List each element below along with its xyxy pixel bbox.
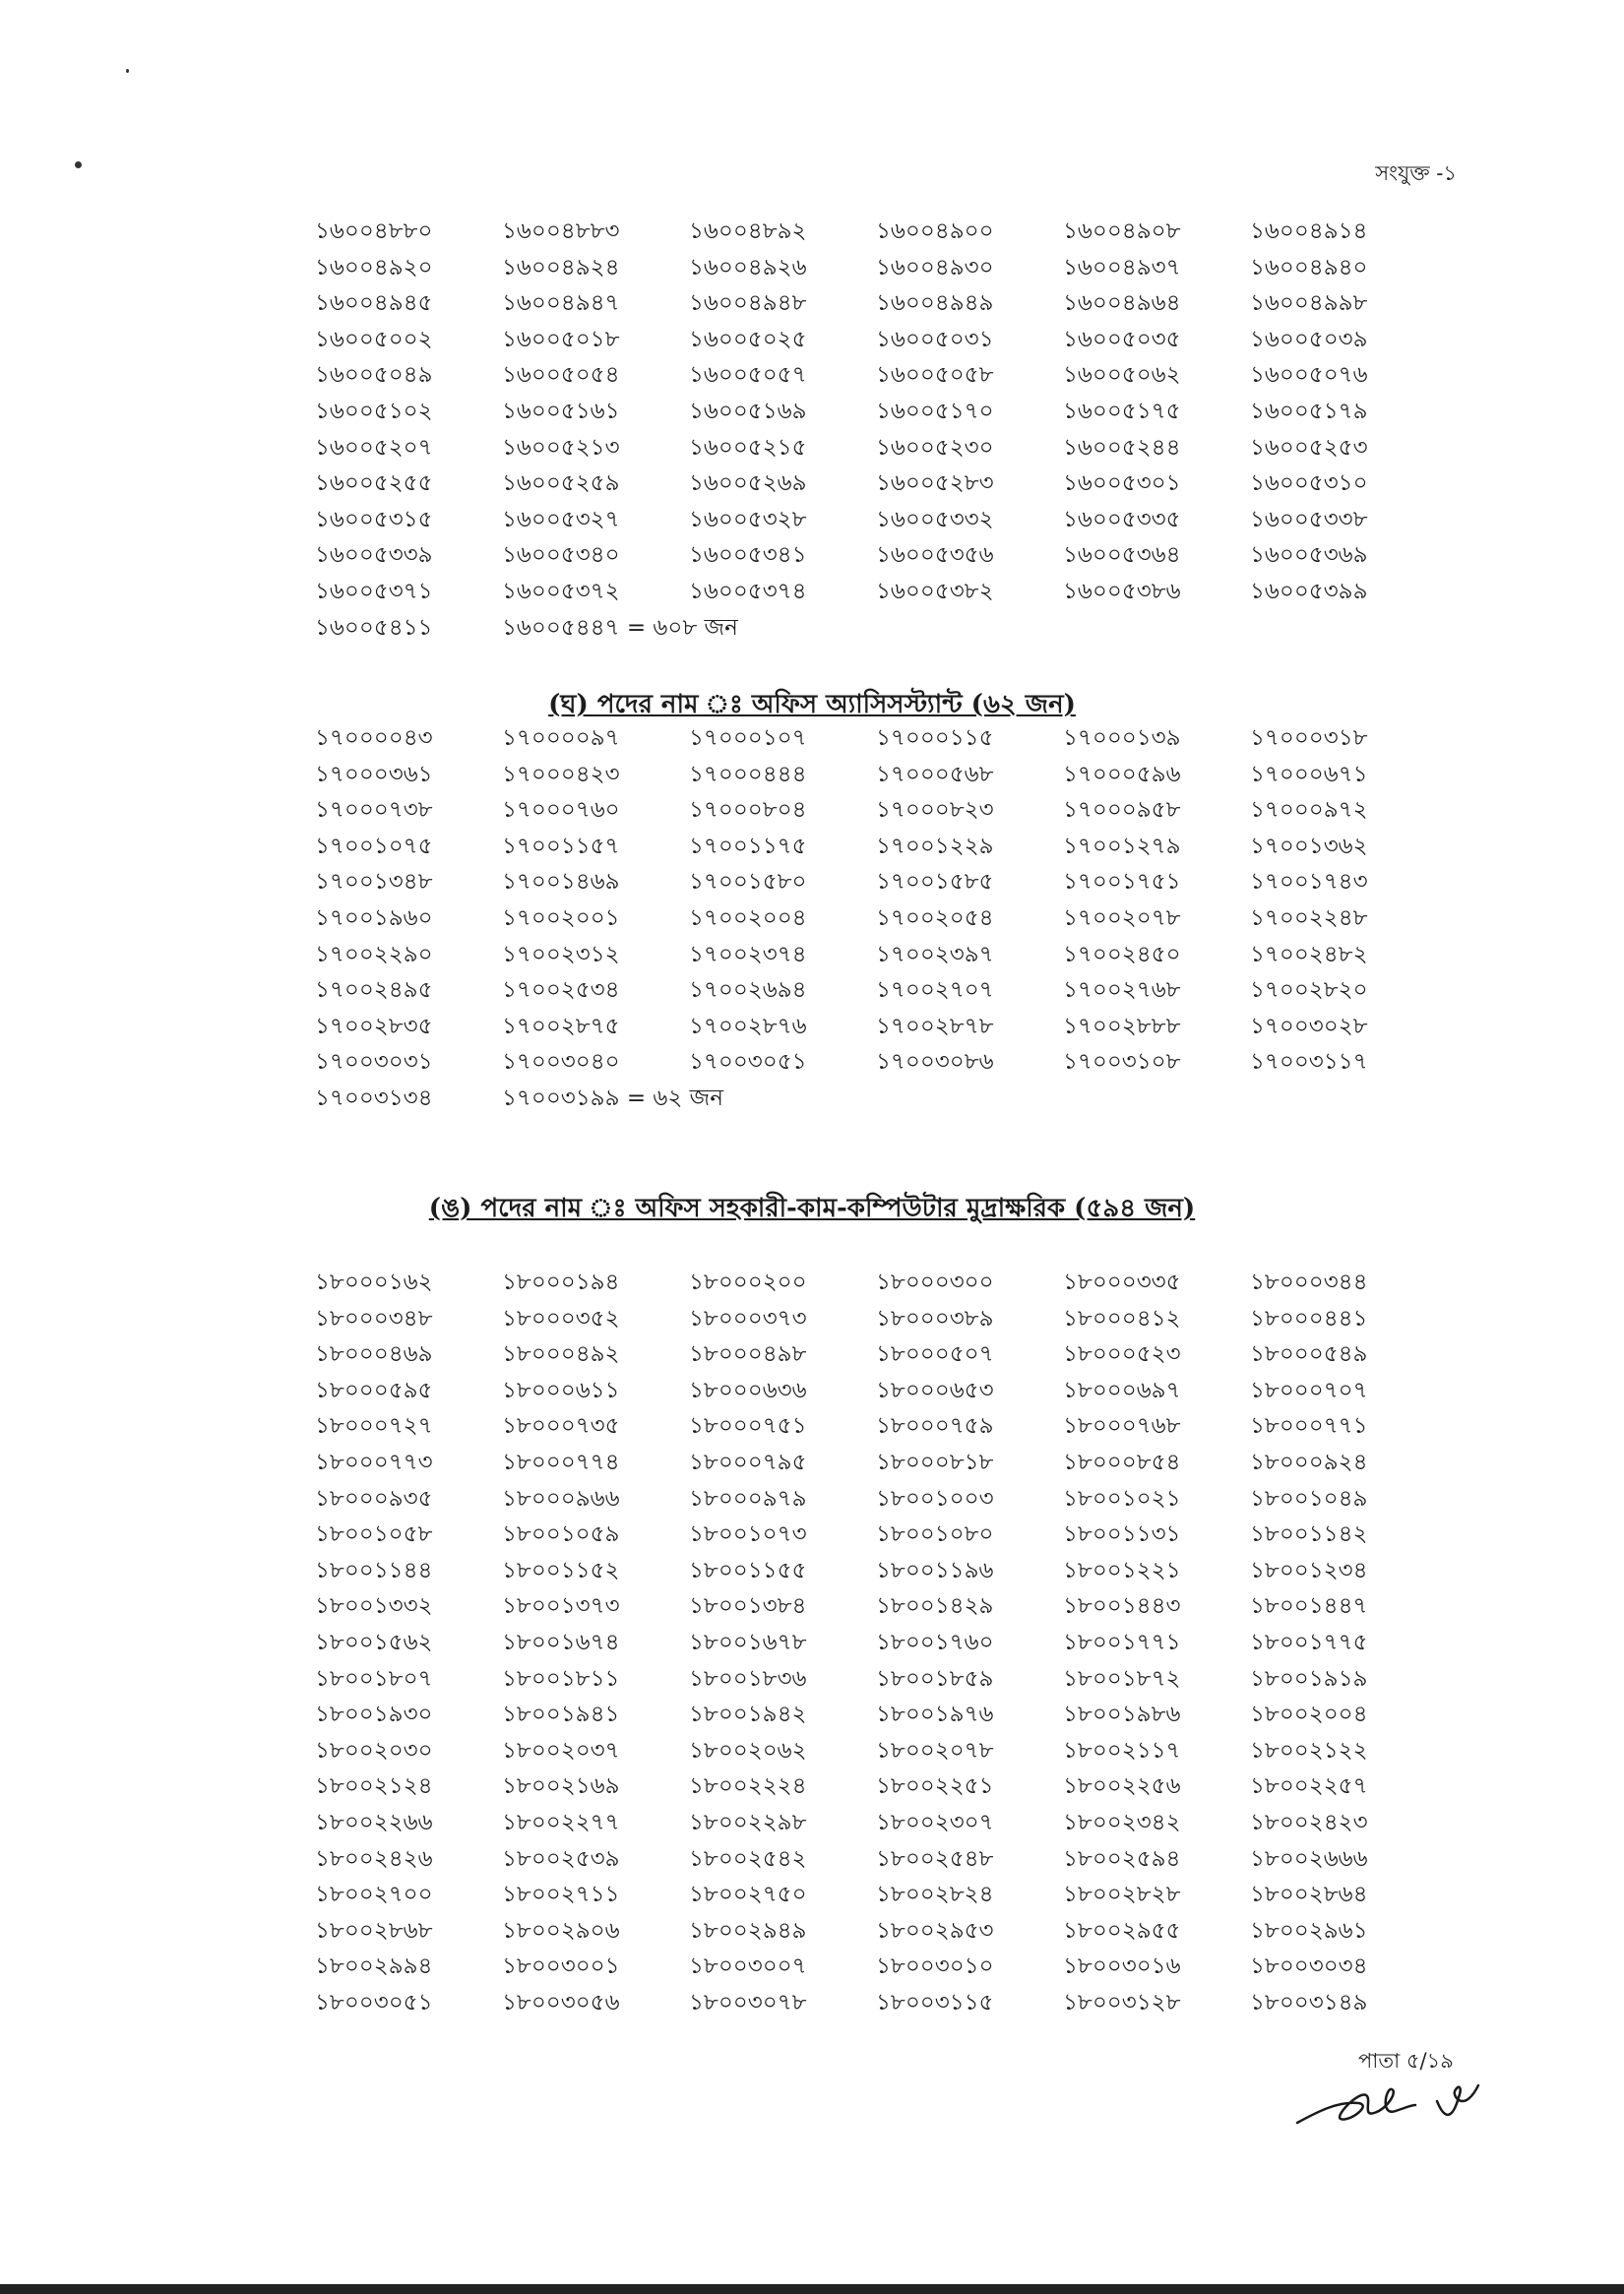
roll-number: ১৬০০৫৩৮২ [876,578,994,604]
roll-number: ১৮০০২৫৪৮ [876,1845,994,1872]
roll-number: ১৮০০২২৭৭ [502,1809,620,1835]
roll-number: ১৮০০০৪৪১ [1250,1305,1368,1332]
roll-number: ১৬০০৫৩৮৬ [1063,578,1181,604]
roll-number: ১৭০০২২৪৮ [1250,904,1368,931]
roll-number: ১৭০০১১৭৫ [689,833,807,859]
roll-number: ১৮০০০৪৬৯ [315,1341,433,1368]
roll-number: ১৭০০০৪২৩ [502,761,620,787]
roll-number: ১৮০০০৯৩৫ [315,1485,433,1512]
roll-number: ১৬০০৫১৬৯ [689,398,807,424]
roll-number: ১৮০০০৭৩৫ [502,1413,620,1440]
roll-number: ১৬০০৫৩৭২ [502,578,620,604]
roll-number: ১৮০০২০৭৮ [876,1737,994,1764]
roll-number: ১৮০০১৬৭৪ [502,1629,620,1655]
roll-number: ১৮০০৩১২৮ [1063,1989,1181,2015]
roll-number: ১৮০০০৭৫৯ [876,1413,994,1440]
roll-number: ১৬০০৫২৫৩ [1250,434,1368,461]
roll-number: ১৭০০২০০৪ [689,904,807,931]
roll-number: ১৬০০৫২১৩ [502,434,620,461]
roll-number: ১৭০০২৩৭৪ [689,941,807,967]
roll-number: ১৮০০০৬৩৬ [689,1377,807,1403]
roll-number: ১৬০০৫০৫৮ [876,362,994,389]
roll-number: ১৬০০৪৯০৮ [1063,218,1181,244]
section-heading-gha: (ঘ) পদের নাম ঃ অফিস অ্যাসিসস্ট্যান্ট (৬২ জন) [548,690,1076,719]
roll-number: ১৬০০৫২৩০ [876,434,994,461]
roll-number: ১৭০০০১১৫ [876,725,994,751]
roll-number: ১৭০০০৯৫৮ [1063,797,1181,824]
roll-number: ১৮০০২৯৯৪ [315,1953,433,1980]
roll-number-total: ১৭০০৩১৯৯ = ৬২ জন [502,1085,723,1111]
roll-number: ১৮০০০৯৬৬ [502,1485,620,1512]
roll-number: ১৮০০১৯৪২ [689,1702,807,1728]
roll-number: ১৭০০৩১৩৪ [315,1085,433,1111]
roll-number: ১৭০০৩০৮৬ [876,1049,994,1076]
roll-number: ১৮০০০৯২৪ [1250,1449,1368,1475]
roll-number: ১৬০০৫০০২ [315,326,433,352]
roll-number: ১৬০০৪৯২৬ [689,254,807,280]
roll-number: ১৬০০৫২৫৫ [315,470,433,497]
roll-number: ১৮০০৩০১৬ [1063,1953,1181,1980]
roll-number: ১৮০০১১৯৬ [876,1557,994,1583]
roll-number: ১৬০০৫৩৪০ [502,542,620,569]
roll-number: ১৭০০২৩১২ [502,941,620,967]
roll-number: ১৭০০১২৭৯ [1063,833,1181,859]
roll-number: ১৮০০১১৫৫ [689,1557,807,1583]
roll-number: ১৮০০১০৫৯ [502,1521,620,1548]
roll-number: ১৮০০২৫৩৯ [502,1845,620,1872]
roll-number: ১৮০০০৫৯৫ [315,1377,433,1403]
roll-number: ১৮০০২২৬৬ [315,1809,433,1835]
roll-number: ১৬০০৫২১৫ [689,434,807,461]
roll-number: ১৭০০০১০৭ [689,725,807,751]
roll-number: ১৭০০৩১১৭ [1250,1049,1368,1076]
roll-number: ১৮০০১৩৩২ [315,1593,433,1620]
roll-number: ১৬০০৪৯৯৮ [1250,290,1368,317]
roll-number: ১৭০০২৬৯৪ [689,977,807,1004]
roll-number: ১৮০০১৮০৭ [315,1665,433,1692]
roll-number: ১৮০০২৪২৩ [1250,1809,1368,1835]
roll-number: ১৮০০০৪১২ [1063,1305,1181,1332]
roll-number: ১৮০০০৮১৮ [876,1449,994,1475]
roll-number: ১৭০০২৮২০ [1250,977,1368,1004]
roll-number: ১৭০০১৫৮০ [689,869,807,896]
roll-number: ১৮০০১৮১১ [502,1665,620,1692]
roll-number: ১৭০০০৮২৩ [876,797,994,824]
roll-number: ১৬০০৪৯৪৮ [689,290,807,317]
roll-number: ১৮০০২৪২৬ [315,1845,433,1872]
roll-number: ১৮০০৩০০৭ [689,1953,807,1980]
roll-number: ১৮০০১০৭৩ [689,1521,807,1548]
roll-number: ১৬০০৫৩১৫ [315,506,433,532]
section-heading-umo: (ঙ) পদের নাম ঃ অফিস সহকারী-কাম-কম্পিউটার মুদ্রাক্ষরিক (৫৯৪ জন) [428,1194,1196,1223]
roll-number: ১৬০০৫০৩৯ [1250,326,1368,352]
roll-number: ১৮০০১৮৭২ [1063,1665,1181,1692]
roll-number: ১৮০০৩০৩৪ [1250,1953,1368,1980]
scan-speck [126,69,129,73]
roll-number: ১৬০০৫৩৯৯ [1250,578,1368,604]
roll-number: ১৬০০৫৩৬৪ [1063,542,1181,569]
roll-number: ১৭০০০৩১৮ [1250,725,1368,751]
roll-number: ১৮০০০৬১১ [502,1377,620,1403]
roll-number: ১৮০০১৫৬২ [315,1629,433,1655]
roll-number: ১৭০০৩০২৮ [1250,1013,1368,1039]
roll-number: ১৮০০১২২১ [1063,1557,1181,1583]
roll-number: ১৭০০১৭৪৩ [1250,869,1368,896]
roll-number: ১৮০০২৩৪২ [1063,1809,1181,1835]
roll-number: ১৮০০০৭৬৮ [1063,1413,1181,1440]
roll-number: ১৮০০২৫৪২ [689,1845,807,1872]
roll-number: ১৮০০১৯১৯ [1250,1665,1368,1692]
roll-number: ১৭০০৩১০৮ [1063,1049,1181,1076]
roll-number: ১৮০০১৩৭৩ [502,1593,620,1620]
roll-number: ১৮০০০৭৭১ [1250,1413,1368,1440]
roll-number: ১৬০০৫০৫৭ [689,362,807,389]
roll-number: ১৬০০৫৩৩২ [876,506,994,532]
roll-number: ১৮০০০১৯৪ [502,1270,620,1295]
roll-number: ১৮০০২৬৬৬ [1250,1845,1368,1872]
roll-number: ১৮০০০৩৩৫ [1063,1270,1181,1295]
roll-number: ১৬০০৫৩০১ [1063,470,1181,497]
roll-number: ১৬০০৫৩২৭ [502,506,620,532]
roll-number: ১৮০০২৮২৮ [1063,1882,1181,1908]
roll-number: ১৮০০০৭০৭ [1250,1377,1368,1403]
roll-number: ১৬০০৪৯৩০ [876,254,994,280]
roll-number: ১৭০০০০৯৭ [502,725,620,751]
roll-number-grid-block1 [315,218,1437,651]
roll-number: ১৭০০০৬৭১ [1250,761,1368,787]
roll-number: ১৬০০৪৮৮৩ [502,218,620,244]
roll-number: ১৭০০২৮৭৬ [689,1013,807,1039]
roll-number: ১৭০০২৭০৭ [876,977,994,1004]
roll-number: ১৭০০৩০৪০ [502,1049,620,1076]
roll-number: ১৭০০০৭৩৮ [315,797,433,824]
roll-number: ১৬০০৫৩৩৯ [315,542,433,569]
roll-number: ১৮০০০৭৫১ [689,1413,807,1440]
roll-number: ১৮০০১২৩৪ [1250,1557,1368,1583]
roll-number: ১৬০০৫২০৭ [315,434,433,461]
roll-number: ১৭০০২৩৯৭ [876,941,994,967]
roll-number: ১৬০০৪৯৩৭ [1063,254,1181,280]
roll-number: ১৭০০২৮৮৮ [1063,1013,1181,1039]
roll-number: ১৬০০৫১৭০ [876,398,994,424]
roll-number: ১৮০০১৭৭৫ [1250,1629,1368,1655]
roll-number: ১৭০০২৮৭৫ [502,1013,620,1039]
roll-number: ১৮০০০৭৭৪ [502,1449,620,1475]
roll-number: ১৬০০৫০২৫ [689,326,807,352]
roll-number: ১৭০০২৮৩৫ [315,1013,433,1039]
roll-number: ১৭০০২০০১ [502,904,620,931]
roll-number: ১৮০০৩০০১ [502,1953,620,1980]
roll-number: ১৭০০২৭৬৮ [1063,977,1181,1004]
roll-number: ১৮০০১৯৩০ [315,1702,433,1728]
roll-number: ১৬০০৪৯১৪ [1250,218,1368,244]
roll-number: ১৮০০১৩৮৪ [689,1593,807,1620]
roll-number: ১৮০০১০৫৮ [315,1521,433,1548]
roll-number: ১৮০০২১৬৯ [502,1773,620,1800]
roll-number: ১৬০০৫৩৩৫ [1063,506,1181,532]
roll-number: ১৮০০২৮৬৮ [315,1917,433,1944]
roll-number: ১৬০০৪৯২০ [315,254,433,280]
roll-number: ১৬০০৫০৩৫ [1063,326,1181,352]
roll-number: ১৮০০৩১৪৯ [1250,1989,1368,2015]
roll-number: ১৮০০২১২২ [1250,1737,1368,1764]
roll-number: ১৬০০৪৯৪৭ [502,290,620,317]
roll-number: ১৭০০৩০৫১ [689,1049,807,1076]
roll-number: ১৮০০১০৪৯ [1250,1485,1368,1512]
roll-number: ১৬০০৫০৫৪ [502,362,620,389]
roll-number: ১৮০০০৩৪৮ [315,1305,433,1332]
roll-number: ১৮০০১৭৬০ [876,1629,994,1655]
roll-number: ১৮০০২০৬২ [689,1737,807,1764]
roll-number: ১৮০০০৭৭৩ [315,1449,433,1475]
roll-number: ১৭০০১৩৪৮ [315,869,433,896]
roll-number: ১৮০০২৭১১ [502,1882,620,1908]
roll-number: ১৮০০১০২১ [1063,1485,1181,1512]
roll-number: ১৬০০৫০৬২ [1063,362,1181,389]
roll-number: ১৬০০৫১৬১ [502,398,620,424]
roll-number: ১৮০০০৯৭৯ [689,1485,807,1512]
roll-number: ১৬০০৫৪১১ [315,614,433,641]
roll-number: ১৬০০৫৩১০ [1250,470,1368,497]
roll-number: ১৮০০২২২৪ [689,1773,807,1800]
roll-number: ১৮০০২০৩০ [315,1737,433,1764]
roll-number: ১৭০০১০৭৫ [315,833,433,859]
roll-number: ১৭০০০৫৯৬ [1063,761,1181,787]
roll-number: ১৭০০১৫৮৫ [876,869,994,896]
scan-bottom-edge [0,2284,1624,2294]
roll-number: ১৭০০০১৩৯ [1063,725,1181,751]
roll-number: ১৮০০০৭৯৫ [689,1449,807,1475]
roll-number: ১৮০০০৩৮৯ [876,1305,994,1332]
roll-number: ১৮০০৩০১০ [876,1953,994,1980]
roll-number: ১৮০০০৩৭৩ [689,1305,807,1332]
roll-number: ১৭০০১৩৬২ [1250,833,1368,859]
annex-label: সংযুক্ত -১ [1375,161,1457,185]
roll-number: ১৭০০২৫৩৪ [502,977,620,1004]
roll-number: ১৭০০২০৫৪ [876,904,994,931]
roll-number: ১৭০০০৯৭২ [1250,797,1368,824]
roll-number: ১৭০০০৮০৪ [689,797,807,824]
roll-number: ১৮০০২৭০০ [315,1882,433,1908]
roll-number: ১৬০০৫১৭৯ [1250,398,1368,424]
roll-number: ১৭০০০৩৬১ [315,761,433,787]
roll-number: ১৮০০০৩৪৪ [1250,1270,1368,1295]
roll-number: ১৮০০১০৮০ [876,1521,994,1548]
roll-number: ১৮০০২৯৫৩ [876,1917,994,1944]
roll-number: ১৮০০১৯৭৬ [876,1702,994,1728]
roll-number: ১৭০০০৪৪৪ [689,761,807,787]
roll-number: ১৬০০৫৩৪১ [689,542,807,569]
roll-number: ১৮০০৩০৭৮ [689,1989,807,2015]
roll-number: ১৬০০৫০১৮ [502,326,620,352]
roll-number: ১৮০০২৯৪৯ [689,1917,807,1944]
roll-number: ১৮০০১৮৩৬ [689,1665,807,1692]
roll-number: ১৮০০১১৫২ [502,1557,620,1583]
signature [1289,2062,1496,2140]
roll-number: ১৬০০৫৩৫৬ [876,542,994,569]
roll-number: ১৮০০০৬৫৩ [876,1377,994,1403]
roll-number: ১৬০০৫৩৬৯ [1250,542,1368,569]
roll-number: ১৮০০০৫৪৯ [1250,1341,1368,1368]
roll-number: ১৬০০৫৩৭১ [315,578,433,604]
roll-number: ১৬০০৪৯০০ [876,218,994,244]
roll-number: ১৮০০২২৫১ [876,1773,994,1800]
roll-number: ১৮০০২০০৪ [1250,1702,1368,1728]
roll-number: ১৮০০১৯৮৬ [1063,1702,1181,1728]
roll-number: ১৮০০৩০৫১ [315,1989,433,2015]
roll-number: ১৬০০৫২৫৯ [502,470,620,497]
roll-number-grid-umo [315,1270,1437,2025]
roll-number: ১৭০০২৮৭৮ [876,1013,994,1039]
roll-number: ১৬০০৫৩২৮ [689,506,807,532]
roll-number: ১৮০০২৭৫০ [689,1882,807,1908]
roll-number: ১৬০০৫০৭৬ [1250,362,1368,389]
roll-number: ১৭০০২০৭৮ [1063,904,1181,931]
roll-number: ১৮০০১৯৪১ [502,1702,620,1728]
roll-number: ১৮০০০২০০ [689,1270,807,1295]
roll-number: ১৬০০৫১০২ [315,398,433,424]
roll-number: ১৮০০২২৫৬ [1063,1773,1181,1800]
roll-number: ১৮০০০৭২৭ [315,1413,433,1440]
roll-number: ১৮০০২৫৯৪ [1063,1845,1181,1872]
roll-number: ১৮০০২১১৭ [1063,1737,1181,1764]
roll-number: ১৮০০১৪২৯ [876,1593,994,1620]
page-number: পাতা ৫/১৯ [1358,2049,1454,2073]
roll-number: ১৭০০২৪৮২ [1250,941,1368,967]
roll-number: ১৮০০১৪৪৭ [1250,1593,1368,1620]
roll-number: ১৮০০২৮৬৪ [1250,1882,1368,1908]
roll-number: ১৬০০৪৯৬৪ [1063,290,1181,317]
roll-number: ১৬০০৫২৪৪ [1063,434,1181,461]
roll-number: ১৮০০১৮৫৯ [876,1665,994,1692]
roll-number: ১৭০০৩০৩১ [315,1049,433,1076]
roll-number-total: ১৬০০৫৪৪৭ = ৬০৮ জন [502,614,738,641]
roll-number: ১৮০০১৬৭৮ [689,1629,807,1655]
roll-number: ১৮০০০৪৯৮ [689,1341,807,1368]
roll-number: ১৮০০২৩০৭ [876,1809,994,1835]
roll-number: ১৮০০২১২৪ [315,1773,433,1800]
roll-number: ১৮০০৩১১৫ [876,1989,994,2015]
roll-number: ১৮০০২৯৫৫ [1063,1917,1181,1944]
roll-number: ১৮০০০৩৫২ [502,1305,620,1332]
roll-number: ১৮০০২২৯৮ [689,1809,807,1835]
scan-speck [75,161,82,168]
roll-number: ১৭০০২৪৯৫ [315,977,433,1004]
roll-number: ১৭০০২২৯০ [315,941,433,967]
roll-number: ১৮০০০৬৯৭ [1063,1377,1181,1403]
roll-number: ১৬০০৫০৩১ [876,326,994,352]
roll-number: ১৬০০৫০৪৯ [315,362,433,389]
roll-number: ১৮০০১০০৩ [876,1485,994,1512]
roll-number: ১৮০০১১৪৪ [315,1557,433,1583]
roll-number: ১৮০০০৮৫৪ [1063,1449,1181,1475]
roll-number: ১৬০০৪৯৪৯ [876,290,994,317]
roll-number: ১৭০০১৭৫১ [1063,869,1181,896]
roll-number: ১৭০০১১৫৭ [502,833,620,859]
roll-number: ১৭০০০৫৬৮ [876,761,994,787]
roll-number: ১৮০০০৪৯২ [502,1341,620,1368]
roll-number: ১৮০০২২৫৭ [1250,1773,1368,1800]
roll-number: ১৬০০৫২৮৩ [876,470,994,497]
roll-number: ১৬০০৫৩৩৮ [1250,506,1368,532]
roll-number: ১৭০০১২২৯ [876,833,994,859]
roll-number: ১৬০০৪৮৮০ [315,218,433,244]
roll-number: ১৮০০১৪৪৩ [1063,1593,1181,1620]
roll-number: ১৬০০৪৯৪৫ [315,290,433,317]
roll-number: ১৬০০৫২৬৯ [689,470,807,497]
roll-number: ১৬০০৪৮৯২ [689,218,807,244]
roll-number: ১৮০০৩০৫৬ [502,1989,620,2015]
roll-number: ১৬০০৫১৭৫ [1063,398,1181,424]
roll-number-grid-gha [315,725,1437,1122]
roll-number: ১৭০০০৭৬০ [502,797,620,824]
roll-number: ১৬০০৪৯২৪ [502,254,620,280]
roll-number: ১৮০০০৩০০ [876,1270,994,1295]
roll-number: ১৭০০০০৪৩ [315,725,433,751]
roll-number: ১৭০০১৪৬৯ [502,869,620,896]
roll-number: ১৮০০১১৩১ [1063,1521,1181,1548]
roll-number: ১৮০০০৫০৭ [876,1341,994,1368]
roll-number: ১৮০০১৭৭১ [1063,1629,1181,1655]
roll-number: ১৬০০৪৯৪০ [1250,254,1368,280]
roll-number: ১৮০০০১৬২ [315,1270,433,1295]
roll-number: ১৮০০২৯৬১ [1250,1917,1368,1944]
roll-number: ১৮০০০৫২৩ [1063,1341,1181,1368]
roll-number: ১৮০০২৯০৬ [502,1917,620,1944]
roll-number: ১৭০০১৯৬০ [315,904,433,931]
roll-number: ১৮০০২০৩৭ [502,1737,620,1764]
roll-number: ১৮০০১১৪২ [1250,1521,1368,1548]
roll-number: ১৬০০৫৩৭৪ [689,578,807,604]
roll-number: ১৭০০২৪৫০ [1063,941,1181,967]
roll-number: ১৮০০২৮২৪ [876,1882,994,1908]
